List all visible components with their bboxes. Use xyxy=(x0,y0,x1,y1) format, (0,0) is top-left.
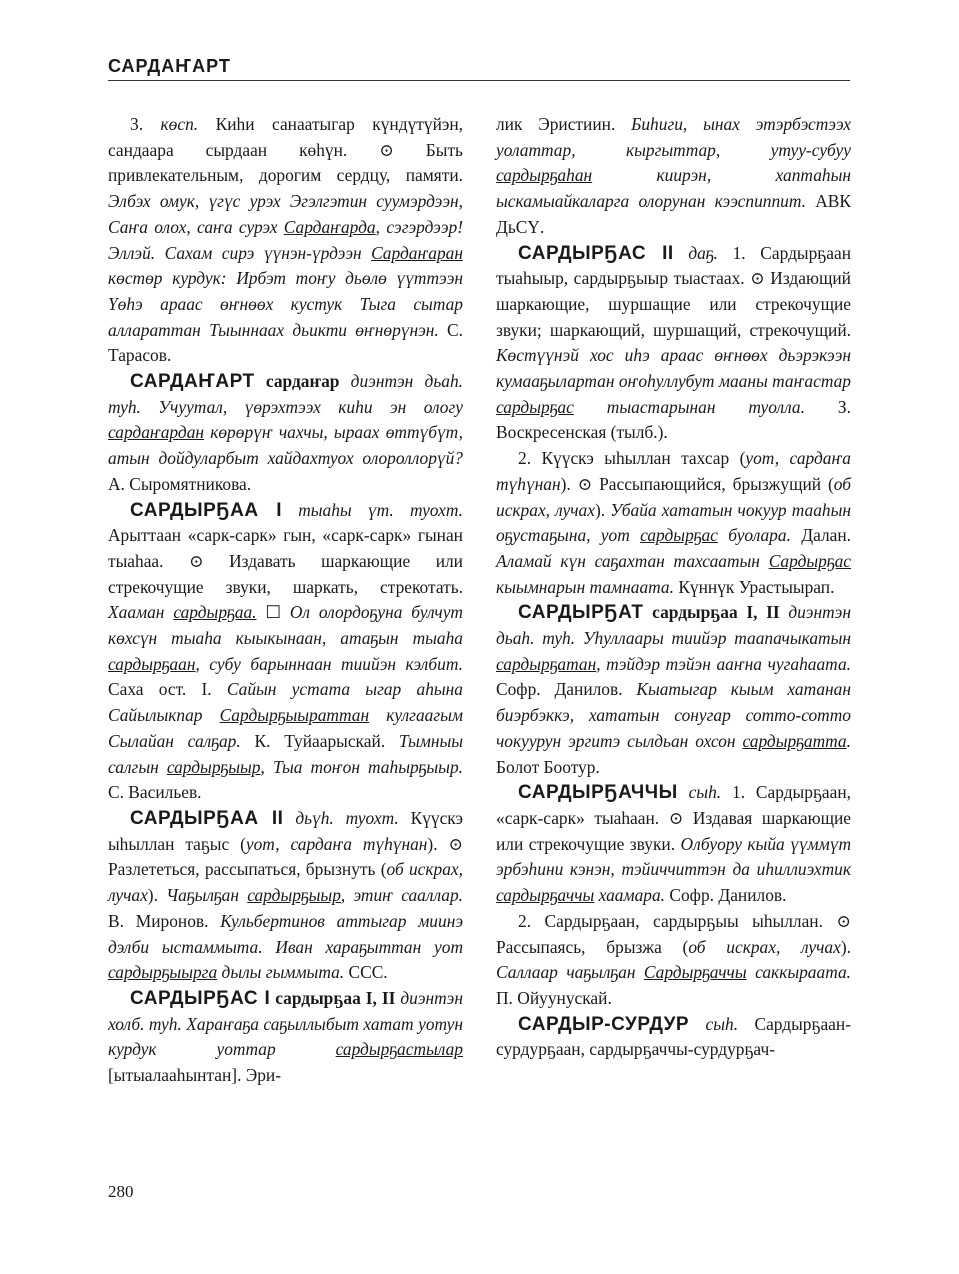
dictionary-entry: САРДЫРҔАС II даҕ. 1. Сардырҕаан тыаһыыр, сардырҕыыр тыастаах. ⊙ Издающий шаркающие, шуршащие или стрекочущие звуки; шаркающий, шуршащий, стрекочущий. Көстүүнэй хос иһэ араас өҥнөөх дьэрэкээн кумааҕылартан оҥоһуллубут мааны таҥастар сардырҕас тыастарынан туолла. З. Воскресенская (тылб.). xyxy=(496,242,851,443)
dictionary-entry: САРДЫРҔАА II дьүһ. туохт. Күүскэ ыһыллан таҕыс (уот, сардаҥа түһүнан). ⊙ Разлететься, рассыпаться, брызнуть (об искрах, лучах). Чаҕылҕан сардырҕыыр, этиҥ сааллар. В. Миронов. Кульбертинов аттыгар миинэ дэлби ыстаммыта. Иван хараҕыттан уот сардырҕыырга дылы гыммыта. ССС. xyxy=(108,807,464,983)
running-head: САРДАҤАРТ xyxy=(108,56,231,76)
page-number: 280 xyxy=(108,1182,134,1201)
header-rule xyxy=(108,80,850,81)
dictionary-entry: САРДЫРҔАЧЧЫ сыһ. 1. Сардырҕаан, «сарк-сарк» тыаһаан. ⊙ Издавая шаркающие или стрекочущие звуки. Олбуору кыйа үүммүт эрбэһини кэнэн, тэйиччиттэн да иһиллиэхтик сардырҕаччы хаамара. Софр. Данилов. xyxy=(496,782,852,906)
dictionary-entry: 2. Сардырҕаан, сардырҕыы ыһыллан. ⊙ Рассыпаясь, брызжа (об искрах, лучах). Саллаар чаҕылҕан Сардырҕаччы саккыраата. П. Ойуунускай. xyxy=(496,910,852,1008)
dictionary-entry: лик Эристиин. Биһиги, ынах этэрбэстээх уолаттар, кыргыттар, утуу-субуу сардырҕаһан киирэн, хаптаһын ыскамыайкаларга олорунан кээспиппит. АВК ДьСҮ. xyxy=(496,114,851,237)
dictionary-entry: САРДАҤАРТ сардаҥар диэнтэн дьаһ. туһ. Учуутал, үөрэхтээх киһи эн ологу сардаҥардан көрөрүҥ чахчы, ыраах өттүбүт, атын дойдуларбыт хайдахтуох олороллорүй? А. Сыромятникова. xyxy=(108,371,463,494)
dictionary-entry: САРДЫРҔАА I тыаһы үт. туохт. Арыттаан «сарк-сарк» гын, «сарк-сарк» гынан тыаһаа. ⊙ Издавать шаркающие или стрекочущие звуки, шаркать, стрекотать. Хааман сардырҕаа. ☐ Ол олордоҕуна булчут көхсүн тыаһа кыыкынаан, атаҕын тыаһа сардырҕаан, субу барыннаан тиийэн кэлбит. Саха ост. I. Сайын устата ыгар аһына Сайылыкпар Сардырҕыыраттан кулгаагым Сылайан салҕар. К. Туйаарыскай. Тымныы салгын сардырҕыыр, Тыа тоҥон таһырҕыыр. С. Васильев. xyxy=(108,499,464,803)
dictionary-entry: САРДЫР-СУРДУР сыһ. Сардырҕаан-сурдурҕаан, сардырҕаччы-сурдурҕач- xyxy=(496,1013,851,1060)
dictionary-entry: САРДЫРҔАТ сардырҕаа I, II диэнтэн дьаһ. туһ. Уһуллаары тиийэр таапачыкатын сардырҕатан, тэйдэр тэйэн ааҥна чугаһаата. Софр. Данилов. Кыатыгар кыым хатанан биэрбэккэ, хататын сонугар сотто-сотто чокуурун эргитэ сылдьан охсон сардырҕатта. Болот Боотур. xyxy=(496,602,851,777)
left-column xyxy=(108,112,463,1089)
dictionary-entry: 2. Күүскэ ыһыллан тахсар (уот, сардаҥа түһүнан). ⊙ Рассыпающийся, брызжущий (об искрах, лучах). Убайа хататын чокуур тааһын оҕустаҕына, уот сардырҕас буолара. Далан. Аламай күн саҕахтан тахсаатын Сардырҕас кыымнарын тамнаата. Күннүк Урастыырап. xyxy=(496,448,852,597)
right-column xyxy=(496,112,851,1063)
dictionary-entry: САРДЫРҔАС I сардырҕаа I, II диэнтэн холб. туһ. Хараҥаҕа саҕыллыбыт хатат уотун курдук уоттар сардырҕастылар [ытыалааһынтан]. Эри- xyxy=(108,987,463,1086)
dictionary-entry: 3. көсп. Киһи санаатыгар күндүтүйэн, сандаара сырдаан көһүн. ⊙ Быть привлекательным, дорогим сердцу, памяти. Элбэх омук, үгүс урэх Эгэлгэтин суумэрдээн, Саҥа олох, саҥа сурэх Сардаҥарда, сэгэрдээр! Эллэй. Сахам сирэ үүнэн-үрдээн Сардаҥаран көстөр курдук: Ирбэт тоҥу дьөлө үүттээн Үөһэ араас өҥнөөх кустук Тыга сытар аллараттан Тыыннаах дьикти өҥнөрүнэн. С. Тарасов. xyxy=(108,114,464,366)
